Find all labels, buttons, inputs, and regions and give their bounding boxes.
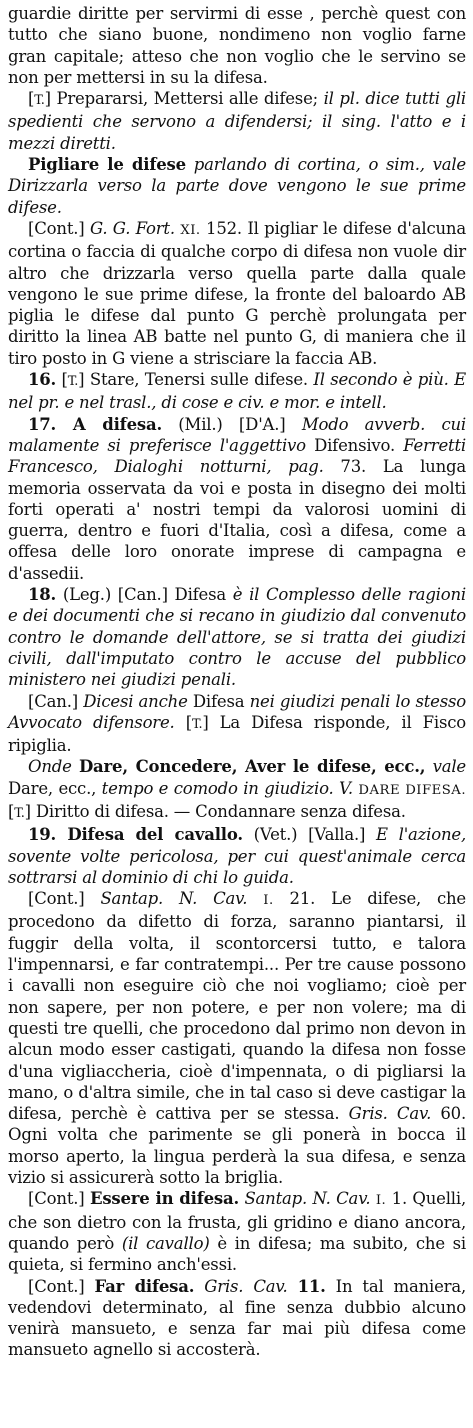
text-run: parlando di cortina, o sim., vale Dirizzarla verso la parte dove vengono le sue prime difese. [8,155,466,217]
text-run: 73. La lunga memoria osservata da voi e posta in disegno dei molti forti operati a' nostri tempi da valorosi uomini di guerra, dentro e fuori d'Italia, così a difesa, come a offesa delle loro onorate imprese di campagna e d'assedii. [8,457,466,583]
text-run: Il secondo è più. E nel pr. e nel trasl., di cose e civ. e mor. e intell. [8,370,466,413]
text-run: [Can.] [28,691,84,711]
text-run: 152. Il pigliar le difese d'alcuna cortina o faccia di qualche corpo di difesa non vuole dir altro che drizzarla verso quella parte dalla quale vengono le sue prime difese, la fronte del baloardo AB piglia le difese dal punto G perchè prolungata per diritto la linea AB batte nel punto G, di maniera che il tiro posto in G viene a strisciare la faccia AB. [8,218,466,368]
text-run: In tal maniera, vedendovi determinato, al fine senza dubbio alcuno venirà mansueto, e senza far mai più difesa come mansueto agnello si accosterà. [8,1276,467,1360]
text-run: (Leg.) [Can.] Difesa [56,585,233,605]
text-run: [Cont.] [28,889,101,909]
text-run: [ [56,370,68,390]
text-run: è in difesa; ma subito, che si quieta, si fermino anch'essi. [8,1233,467,1275]
text-run: tempo e comodo in giudizio. V. [101,778,353,798]
text-run: Onde [28,757,72,777]
text-run: ] Prepararsi, Mettersi alle difese; [44,89,324,109]
text-run: ] Diritto di difesa. — Condannare senza difesa. [24,801,406,821]
text-run: è il Complesso delle ragioni e dei documenti che si recano in giudizio dal convenuto contro le domande dell'attore, se si tratta dei giudizi civili, dall'imputato contro le accuse del pubblico ministero nei giudizi penali. [8,585,466,690]
entry-paragraph-p6 [8,414,466,584]
entry-paragraph-p11 [8,888,466,1188]
entry-paragraph-p8 [8,691,466,757]
text-run: 17. A difesa. [28,414,162,434]
text-run [288,1277,298,1296]
text-run: Far difesa. [94,1276,195,1296]
entry-paragraph-p4 [8,218,466,369]
text-run: 1. Quelli, che son dietro con la frusta, gli gridino e diano ancora, quando però [8,1189,466,1253]
text-run: T. [67,374,79,390]
text-run: T. [14,805,25,821]
text-run: il pl. dice tutti gli spedienti che servono a difendersi; il sing. l'atto e i mezzi diretti. [8,89,466,153]
text-run: guardie diritte per servirmi di esse , perchè quest con tutto che siano buone, nondimeno non voglio farne gran capitale; atteso che non voglio che le servino se non per mettersi in su la difesa. [8,4,466,87]
text-run: [Cont.] [28,1276,95,1296]
text-run: Santap. N. Cav. [244,1189,371,1209]
entry-paragraph-p9 [8,756,466,824]
text-run: T. [191,716,203,732]
text-run [247,889,263,908]
text-run: T. [34,93,45,109]
text-run: Gris. Cav. [348,1104,432,1124]
entry-paragraph-p3 [8,154,466,218]
text-run: 19. Difesa del cavallo. [28,825,243,845]
text-run: vale [432,757,466,777]
entry-paragraph-p2 [8,88,466,154]
text-run: Difesa [187,691,250,711]
text-run: nei giudizi penali lo stesso Avvocato difensore. [8,691,466,732]
text-run: 11. [297,1276,326,1296]
text-run: [ [28,89,35,109]
text-run: Modo avverb. cui malamente si preferisce l'aggettivo [8,414,467,455]
text-run: Pigliare le difese [28,155,186,175]
text-run: (Vet.) [Valla.] [242,825,377,845]
text-run: [ [8,801,15,821]
text-run: [ [174,712,192,732]
text-run: XI. [180,222,201,238]
text-run: G. G. Fort. [89,218,175,238]
text-run: Ferretti Francesco, Dialoghi notturni, pag. [8,435,466,477]
text-run: [Cont.] [28,218,90,238]
text-run: ] Stare, Tenersi sulle difese. [78,370,314,390]
text-run: E l'azione, sovente volte pericolosa, per cui quest'animale cerca sottrarsi al dominio di chi lo guida. [8,825,467,887]
text-run: I. [263,893,274,909]
text-run: Difensivo. [305,435,404,455]
text-run: [Cont.] [28,1189,90,1209]
entry-paragraph-p12 [8,1188,466,1275]
text-run: Dare, ecc., [8,778,102,798]
text-run: 60. Ogni volta che parimente se gli ponerà in bocca il morso aperto, la lingua perderà la sua difesa, e senza vizio si assicurerà sotto la briglia. [8,1104,466,1188]
entry-paragraph-p10 [8,824,466,888]
text-run: Essere in difesa. [89,1189,240,1209]
text-run: 21. Le difese, che procedono da difetto di forza, saranno piantarsi, il fuggir della volta, il scontorcersi tutto, e talora l'impennarsi, e far contratempi... Per tre cause possono i cavalli non eseguire ciò che noi vogliamo; cioè per non sapere, per non potere, e per non volere; ma di questi tre quelli, che procedono dal primo non devon in alcun modo esser castigati, quando la difesa non fosse d'una vigliaccheria, cioè d'impennata, o di pigliarsi la mano, o d'altra simile, che in tal caso si deve castigar la difesa, perchè è cattiva per se stessa. [8,889,466,1124]
text-run [194,1277,204,1296]
entry-paragraph-p13 [8,1276,466,1361]
text-run: (il cavallo) [121,1233,210,1253]
text-run: DARE DIFESA. [358,782,467,798]
text-run: Gris. Cav. [204,1276,288,1296]
entry-paragraph-p5 [8,369,466,414]
text-run: Dicesi anche [83,691,188,711]
text-run: (Mil.) [D'A.] [162,414,302,434]
text-run [186,155,194,174]
text-run: I. [375,1193,387,1209]
text-run: Santap. N. Cav. [100,889,248,909]
entry-paragraph-p1 [8,3,466,88]
entry-paragraph-p7 [8,584,466,690]
text-run: 16. [28,370,57,390]
text-run: Dare, Concedere, Aver le difese, ecc., [78,757,426,777]
text-run [72,757,79,776]
text-run [425,757,432,776]
text-run: ] La Difesa risponde, il Fisco ripiglia. [8,712,466,756]
text-run: 18. [28,585,57,605]
